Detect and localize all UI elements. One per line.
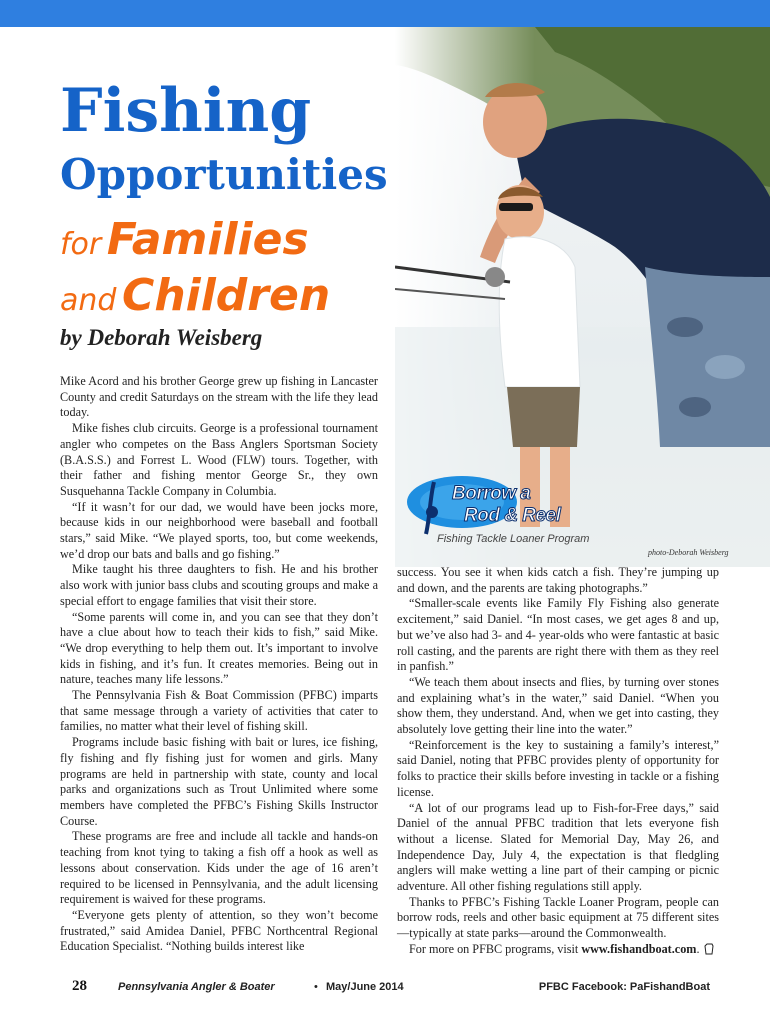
logo-text-rod-and-reel: Rod & Reel bbox=[464, 505, 561, 526]
page-number: 28 bbox=[72, 978, 87, 994]
paragraph: “Reinforcement is the key to sustaining a family’s interest,” said Daniel, noting that PFBC provides plenty of opportunity for folks to practice their skills before investing in tackle or a fishing license. bbox=[397, 737, 719, 799]
title-word-children: Children bbox=[122, 270, 331, 321]
paragraph: “Smaller-scale events like Family Fly Fishing also generate excitement,” said Daniel. “In most cases, we get ages 8 and up, but we’ve also had 3- and 4- year-olds who were fantastic at basic roll casting, and the parents are right there with them as they reel in panfish.” bbox=[397, 596, 719, 674]
end-of-article-icon bbox=[704, 943, 714, 955]
footer-bullet: • bbox=[314, 981, 318, 993]
paragraph: Thanks to PFBC’s Fishing Tackle Loaner Program, people can borrow rods, reels and other basic equipment at 75 different sites—typically at state parks—around the Commonwealth. bbox=[397, 894, 719, 941]
article-column-right bbox=[397, 565, 719, 958]
top-color-bar bbox=[0, 0, 770, 27]
paragraph: Mike taught his three daughters to fish. He and his brother also work with junior bass clubs and scouting groups and make a special effort to engage families that visit their store. bbox=[60, 562, 378, 608]
title-word-and: and bbox=[60, 283, 117, 318]
byline: by Deborah Weisberg bbox=[60, 325, 263, 350]
paragraph: “We teach them about insects and flies, by turning over stones and explaining what’s in the water,” said Daniel. “When you show them, they understand. And, when we get into casting, they absolutely love getting their line into the water.” bbox=[397, 674, 719, 737]
paragraph: Mike Acord and his brother George grew up fishing in Lancaster County and credit Saturdays on the stream with the life they lead today. bbox=[60, 374, 378, 420]
facebook-handle: PFBC Facebook: PaFishandBoat bbox=[538, 981, 710, 993]
publication-name: Pennsylvania Angler & Boater bbox=[118, 981, 275, 993]
paragraph: The Pennsylvania Fish & Boat Commission (PFBC) imparts that same message through a variety of activities that cater to families, no matter what their level of fishing skill. bbox=[60, 688, 378, 734]
fishandboat-link[interactable]: www.fishandboat.com bbox=[581, 941, 697, 956]
closing-paragraph bbox=[397, 942, 719, 958]
title-line-fishing: Fishing bbox=[60, 76, 312, 146]
closing-suffix: . bbox=[696, 941, 700, 956]
paragraph: Programs include basic fishing with bait or lures, ice fishing, fly fishing and fly fishing just for women and girls. Many programs are held in partnership with state, county and local parks and organizations such as Trout Unlimited where some members have completed the PFBC’s Fishing Skills Instructor Course. bbox=[60, 735, 378, 828]
paragraph: “Some parents will come in, and you can see that they don’t have a clue about how to teach their kids to fish,” said Mike. “We drop everything to help them out. It’s important to involve kids in fishing, and it’s fun. It creates memories. Being out in nature, teaches many life lessons.” bbox=[60, 609, 378, 687]
issue-date: May/June 2014 bbox=[326, 981, 404, 993]
photo-credit: photo-Deborah Weisberg bbox=[648, 548, 729, 557]
title-line-opportunities: Opportunities bbox=[60, 150, 388, 199]
title-word-families: Families bbox=[106, 214, 309, 265]
logo-text-borrow-a: Borrow a bbox=[452, 483, 531, 504]
paragraph: “Everyone gets plenty of attention, so they won’t become frustrated,” said Amidea Daniel, PFBC Northcentral Regional Education Specialist. “Nothing builds interest like bbox=[60, 907, 378, 954]
title-line-and-children bbox=[60, 268, 330, 333]
article-column-left bbox=[60, 374, 378, 955]
paragraph: These programs are free and include all tackle and hands-on teaching from knot tying to taking a fish off a hook as well as lessons about conservation. Kids under the age of 16 aren’t required to be licensed in Pennsylvania, and the adult licensing requirement is waived for these programs. bbox=[60, 829, 378, 907]
paragraph: Mike fishes club circuits. George is a professional tournament angler who competes on the Bass Anglers Sportsman Society (B.A.S.S.) and Forrest L. Wood (FLW) tours. Together, with their father and fishing mentor George Sr., they own Susquehanna Tackle Company in Columbia. bbox=[60, 421, 378, 498]
paragraph: success. You see it when kids catch a fish. They’re jumping up and down, and the parents are taking photographs.” bbox=[397, 565, 719, 595]
paragraph: “A lot of our programs lead up to Fish-for-Free days,” said Daniel of the annual PFBC tradition that lets everyone fish without a license. Slated for Memorial Day, May 26, and Independence Day, July 4, the expectation is that fledgling anglers will make wetting a line part of their camping or picnic adventure. All other fishing regulations still apply. bbox=[397, 800, 719, 894]
paragraph: “If it wasn’t for our dad, we would have been jocks more, because kids in our neighborhood were baseball and football stars,” said Mike. “We played sports, too, but come weekends, we’d drop our bats and balls and go fishing.” bbox=[60, 499, 378, 561]
closing-prefix: For more on PFBC programs, visit bbox=[409, 941, 582, 956]
title-word-for: for bbox=[60, 227, 102, 262]
logo-tagline: Fishing Tackle Loaner Program bbox=[437, 533, 590, 545]
